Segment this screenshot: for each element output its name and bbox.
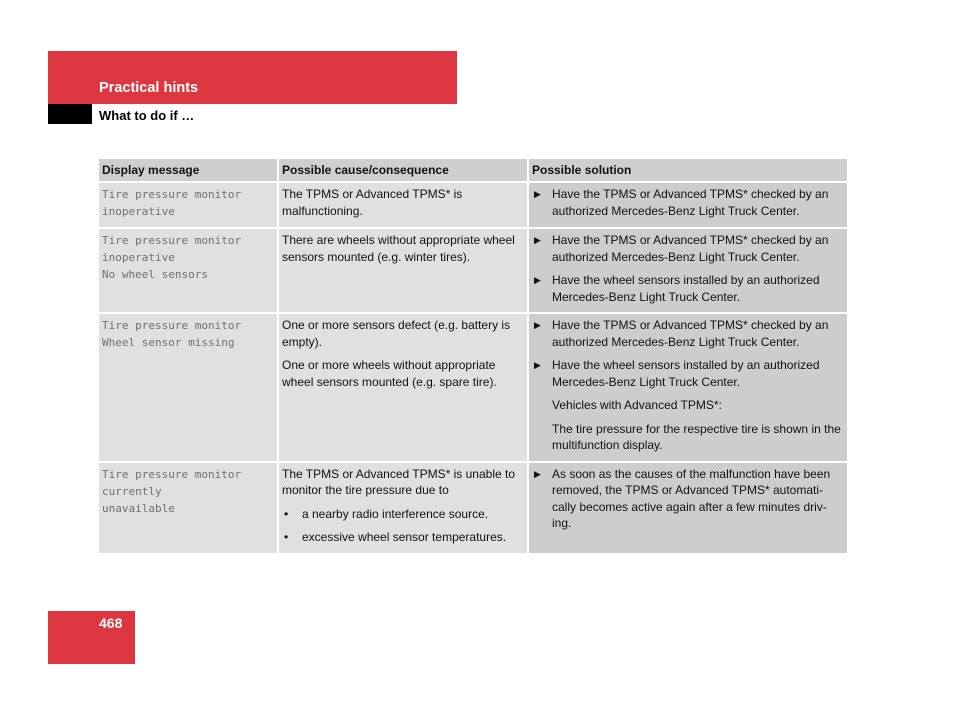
display-message-cell: [99, 182, 278, 228]
display-message-line: unavailable: [102, 501, 175, 515]
triangle-right-icon: ▶: [534, 235, 541, 245]
display-message-line: Tire pressure monitor: [102, 188, 242, 201]
display-message-line: Tire pressure monitor: [102, 319, 242, 332]
display-message-line: currently: [102, 484, 162, 498]
paragraph: The TPMS or Advanced TPMS* is unable to monitor the tire pressure due to: [282, 466, 516, 497]
display-message-line: Wheel sensor missing: [102, 336, 235, 349]
black-tab-marker: [48, 104, 92, 124]
display-message-cell: [99, 462, 278, 554]
subsection-title: What to do if …: [99, 108, 195, 123]
bullet-item: [282, 506, 524, 523]
triangle-right-icon: ▶: [534, 189, 541, 199]
solution-cell: [528, 182, 847, 228]
instruction-item: [532, 232, 844, 265]
triangle-right-icon: ▶: [534, 468, 541, 479]
column-header-solution: Possible solution: [528, 159, 847, 182]
item-text: Have the TPMS or Advanced TPMS* checked by an authorized Mercedes-Benz Light Truck Center.: [552, 318, 829, 349]
paragraph: One or more sensors defect (e.g. battery is empty).: [282, 318, 511, 349]
bullet-item: [282, 529, 524, 546]
item-text: Have the TPMS or Advanced TPMS* checked by an authorized Mercedes-Benz Light Truck Center.: [552, 233, 829, 264]
table-row: [99, 313, 847, 462]
paragraph: There are wheels without appropriate wheel sensors mounted (e.g. winter tires).: [282, 233, 515, 264]
instruction-item: [532, 272, 844, 305]
solution-cell: [528, 228, 847, 313]
display-message-line: Tire pressure monitor: [102, 234, 242, 247]
solution-cell: [528, 462, 847, 554]
instruction-item: [532, 466, 844, 532]
cause-cell: [278, 462, 528, 554]
display-message-line: inoperative: [102, 251, 175, 264]
display-message-line: Tire pressure monitor: [102, 467, 242, 481]
table-body: [99, 182, 847, 554]
item-text: Have the TPMS or Advanced TPMS* checked by an authorized Mercedes-Benz Light Truck Center.: [552, 187, 829, 218]
bullet-dot-icon: •: [284, 506, 289, 521]
section-title: Practical hints: [99, 80, 199, 96]
hints-table: [99, 159, 847, 555]
table-row: [99, 462, 847, 554]
paragraph: Vehicles with Advanced TPMS*:: [552, 398, 722, 412]
display-message-cell: [99, 313, 278, 462]
instruction-item: [532, 317, 844, 350]
solution-cell: [528, 313, 847, 462]
instruction-item: [532, 186, 844, 219]
cause-cell: [278, 228, 528, 313]
display-message-line: inoperative: [102, 205, 175, 218]
instruction-item: [532, 357, 844, 390]
cause-cell: [278, 182, 528, 228]
triangle-right-icon: ▶: [534, 320, 541, 330]
table-row: [99, 182, 847, 228]
triangle-right-icon: ▶: [534, 275, 541, 285]
cause-cell: [278, 313, 528, 462]
column-header-display-message: Display message: [99, 159, 278, 182]
paragraph: The tire pressure for the respective tire is shown in the multifunction display.: [552, 421, 841, 452]
column-header-cause: Possible cause/consequence: [278, 159, 528, 182]
display-message-cell: [99, 228, 278, 313]
display-message-line: No wheel sensors: [102, 268, 208, 281]
paragraph: One or more wheels without appropriate wheel sensors mounted (e.g. spare tire).: [282, 358, 497, 389]
item-text: a nearby radio interference source.: [302, 506, 489, 521]
item-text: As soon as the causes of the malfunction have been removed, the TPMS or Advanced TPMS* automati-cally becomes active again after a few minutes driv-ing.: [552, 466, 831, 530]
table-row: [99, 228, 847, 313]
page-number: 468: [99, 615, 123, 631]
paragraph: The TPMS or Advanced TPMS* is malfunctioning.: [282, 187, 463, 218]
item-text: Have the wheel sensors installed by an authorized Mercedes-Benz Light Truck Center.: [552, 358, 820, 389]
triangle-right-icon: ▶: [534, 360, 541, 370]
table-header-row: [99, 159, 847, 182]
item-text: excessive wheel sensor temperatures.: [302, 530, 507, 544]
item-text: Have the wheel sensors installed by an authorized Mercedes-Benz Light Truck Center.: [552, 273, 820, 304]
header-red-band: [48, 51, 457, 104]
bullet-dot-icon: •: [284, 530, 289, 544]
